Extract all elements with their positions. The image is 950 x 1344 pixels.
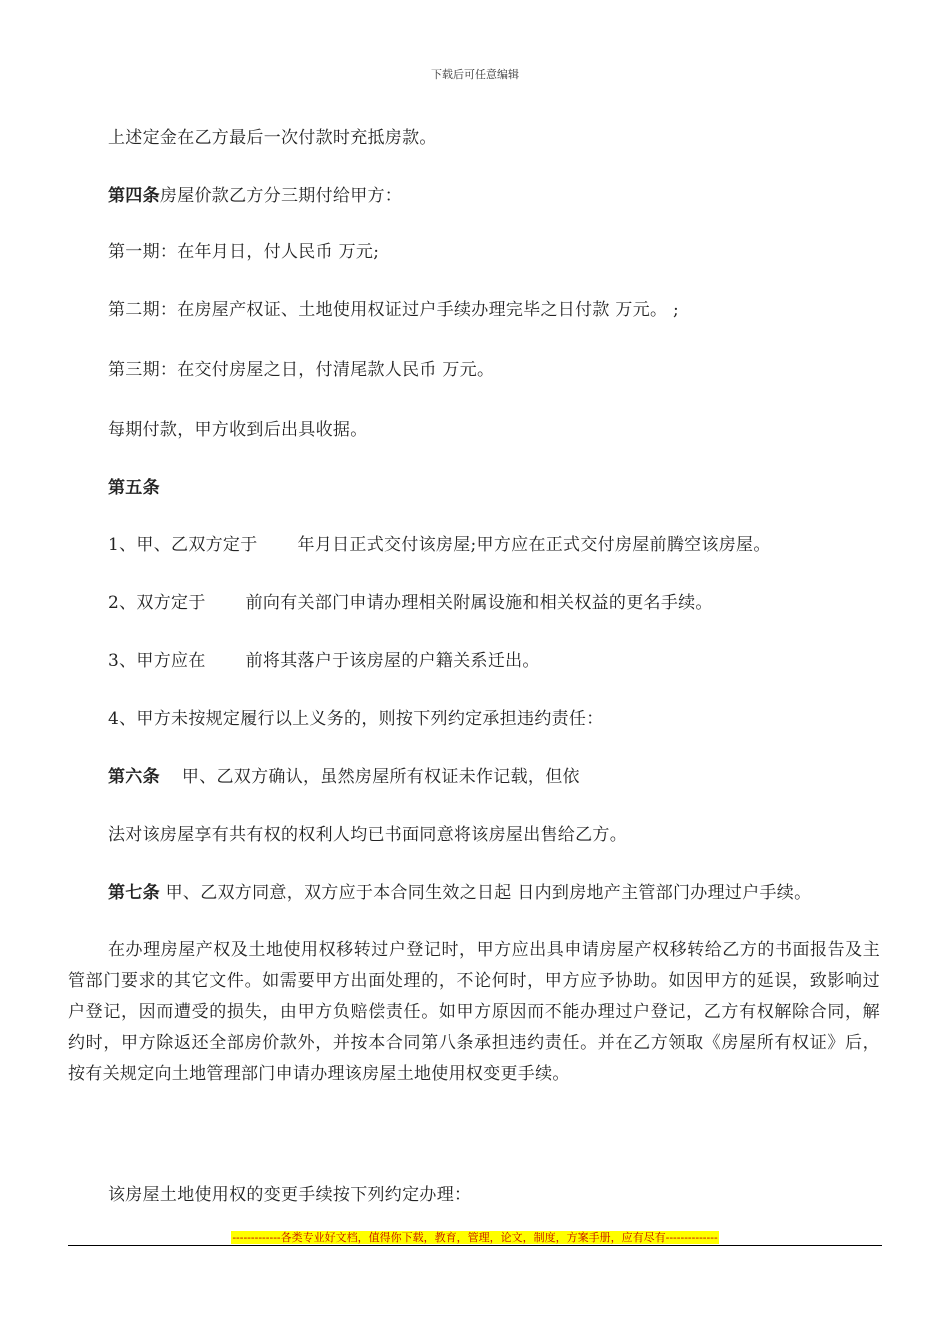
article-7-text: 甲、乙双方同意，双方应于本合同生效之日起 日内到房地产主管部门办理过户手续。 xyxy=(159,883,812,903)
article-5-heading: 第五条 xyxy=(108,478,160,498)
paragraph-land-use-change: 该房屋土地使用权的变更手续按下列约定办理： xyxy=(108,1185,472,1205)
article-4-line xyxy=(108,186,402,206)
paragraph-transfer-registration: 在办理房屋产权及土地使用权移转过户登记时，甲方应出具申请房屋产权移转给乙方的书面报告及主管部门要求的其它文件。如需要甲方出面处理的，不论何时，甲方应予协助。如因甲方的延误，致影响过户登记，因而遭受的损失，由甲方负赔偿责任。如甲方原因而不能办理过户登记，乙方有权解除合同，解约时，甲方除返还全部房价款外，并按本合同第八条承担违约责任。并在乙方领取《房屋所有权证》后，按有关规定向土地管理部门申请办理该房屋土地使用权变更手续。 xyxy=(68,940,880,1084)
article-6-line xyxy=(108,767,580,787)
text-line-item-1 xyxy=(108,535,771,555)
text-line-article-6-cont: 法对该房屋享有共有权的权利人均已书面同意将该房屋出售给乙方。 xyxy=(108,825,627,845)
article-5-line xyxy=(108,478,160,498)
text-line-phase-1: 第一期：在年月日，付人民币 万元; xyxy=(108,242,380,262)
article-6-text: 甲、乙双方确认，虽然房屋所有权证未作记载，但依 xyxy=(181,767,580,787)
text-line-phase-3: 第三期：在交付房屋之日，付清尾款人民币 万元。 xyxy=(108,360,495,380)
article-4-text: 房屋价款乙方分三期付给甲方： xyxy=(159,186,403,206)
item-1-part-b: 年月日正式交付该房屋;甲方应在正式交付房屋前腾空该房屋。 xyxy=(297,535,771,555)
item-3-part-b: 前将其落户于该房屋的户籍关系迁出。 xyxy=(245,651,540,671)
article-6-heading: 第六条 xyxy=(108,767,160,787)
text-line-receipt: 每期付款，甲方收到后出具收据。 xyxy=(108,420,368,440)
article-7-line xyxy=(108,883,811,903)
text-line-item-3 xyxy=(108,651,540,671)
item-2-part-a: 2、双方定于 xyxy=(108,593,206,613)
article-4-heading: 第四条 xyxy=(108,186,160,206)
footer-banner-text: -------------各类专业好文档，值得你下载，教育，管理，论文，制度，方案手册，应有尽有-------------- xyxy=(232,1231,718,1244)
text-line-item-4: 4、甲方未按规定履行以上义务的，则按下列约定承担违约责任： xyxy=(108,709,604,729)
item-1-part-a: 1、甲、乙双方定于 xyxy=(108,535,258,555)
footer-banner xyxy=(0,1226,950,1245)
footer-rule xyxy=(68,1245,882,1246)
text-line-phase-2: 第二期：在房屋产权证、土地使用权证过户手续办理完毕之日付款 万元。 ; xyxy=(108,300,680,320)
text-line-item-2 xyxy=(108,593,713,613)
item-2-part-b: 前向有关部门申请办理相关附属设施和相关权益的更名手续。 xyxy=(245,593,713,613)
article-7-heading: 第七条 xyxy=(108,883,160,903)
page-header: 下载后可任意编辑 xyxy=(431,68,519,81)
text-line-deposit: 上述定金在乙方最后一次付款时充抵房款。 xyxy=(108,128,437,148)
item-3-part-a: 3、甲方应在 xyxy=(108,651,206,671)
